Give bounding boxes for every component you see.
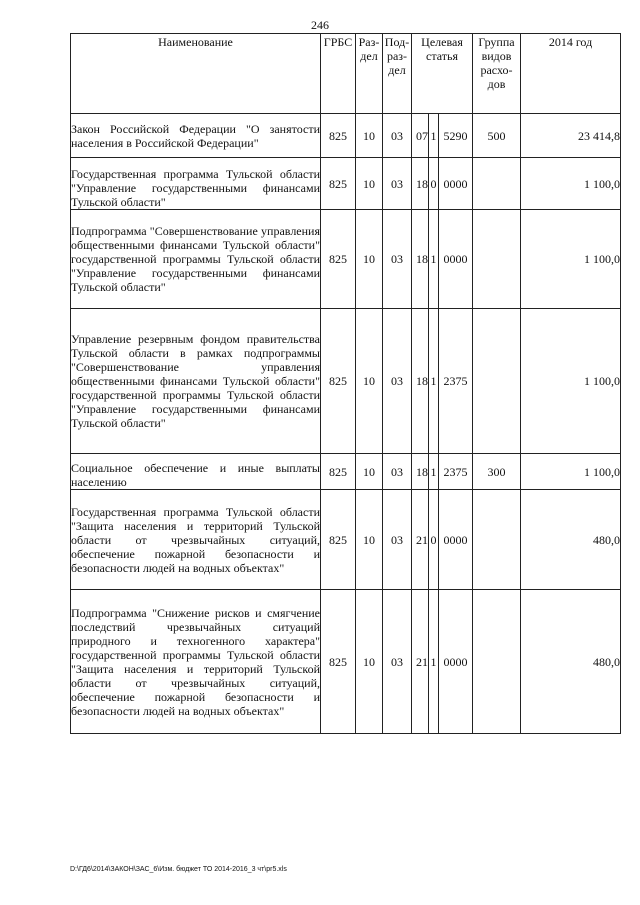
row-grbs: 825 xyxy=(321,454,356,490)
row-name: Подпрограмма "Совершенствование управления общественными финансами Тульской области" государственной программы Тульской области "Управление государственными финансами Тульской области" xyxy=(71,210,321,309)
row-target-program: 18 xyxy=(412,454,429,490)
header-year-2014: 2014 год xyxy=(521,34,621,114)
row-name: Подпрограмма "Снижение рисков и смягчение последствий чрезвычайных ситуаций природного и техногенного характера" государственной программы Тульской области "Защита населения и территорий Тульской области от чрезвычайных ситуаций, обеспечение пожарной безопасности и безопасности людей на водных объектах" xyxy=(71,590,321,734)
row-target-code: 0000 xyxy=(439,158,473,210)
row-target-subprogram: 0 xyxy=(429,490,439,590)
row-expense-group: 300 xyxy=(473,454,521,490)
row-podrazdel: 03 xyxy=(383,590,412,734)
page-number: 246 xyxy=(311,18,329,32)
row-podrazdel: 03 xyxy=(383,309,412,454)
row-razdel: 10 xyxy=(356,490,383,590)
row-grbs: 825 xyxy=(321,590,356,734)
table-row xyxy=(71,309,621,454)
row-target-code: 2375 xyxy=(439,454,473,490)
header-row xyxy=(71,34,621,114)
row-name: Государственная программа Тульской области "Управление государственными финансами Тульской области" xyxy=(71,158,321,210)
row-target-code: 5290 xyxy=(439,114,473,158)
row-amount: 23 414,8 xyxy=(521,114,621,158)
row-target-program: 18 xyxy=(412,309,429,454)
budget-table xyxy=(70,33,621,734)
row-target-subprogram: 0 xyxy=(429,158,439,210)
table-row xyxy=(71,114,621,158)
row-grbs: 825 xyxy=(321,210,356,309)
row-name: Государственная программа Тульской области "Защита населения и территорий Тульской области от чрезвычайных ситуаций, обеспечение пожарной безопасности и безопасности людей на водных объектах" xyxy=(71,490,321,590)
row-name: Социальное обеспечение и иные выплаты населению xyxy=(71,454,321,490)
row-podrazdel: 03 xyxy=(383,158,412,210)
header-target-article: Целевая статья xyxy=(412,34,473,114)
row-target-program: 07 xyxy=(412,114,429,158)
header-podrazdel: Под- раз- дел xyxy=(383,34,412,114)
row-razdel: 10 xyxy=(356,454,383,490)
table-row xyxy=(71,158,621,210)
row-amount: 480,0 xyxy=(521,590,621,734)
row-expense-group xyxy=(473,490,521,590)
row-expense-group xyxy=(473,210,521,309)
row-amount: 1 100,0 xyxy=(521,309,621,454)
table-row xyxy=(71,210,621,309)
row-amount: 1 100,0 xyxy=(521,210,621,309)
row-amount: 480,0 xyxy=(521,490,621,590)
row-target-subprogram: 1 xyxy=(429,590,439,734)
row-target-code: 2375 xyxy=(439,309,473,454)
row-amount: 1 100,0 xyxy=(521,454,621,490)
row-grbs: 825 xyxy=(321,114,356,158)
row-razdel: 10 xyxy=(356,210,383,309)
header-expense-group: Группа видов расхо- дов xyxy=(473,34,521,114)
file-path-footer: D:\ГД6\2014\ЗАКОН\ЗАС_6\Изм. бюджет ТО 2014-2016_3 чт\pr5.xls xyxy=(70,866,287,873)
row-amount: 1 100,0 xyxy=(521,158,621,210)
row-expense-group xyxy=(473,309,521,454)
header-razdel: Раз- дел xyxy=(356,34,383,114)
row-razdel: 10 xyxy=(356,590,383,734)
row-target-subprogram: 1 xyxy=(429,309,439,454)
row-name: Управление резервным фондом правительства Тульской области в рамках подпрограммы "Совершенствование управления общественными финансами Тульской области" государственной программы Тульской области "Управление государственными финансами Тульской области" xyxy=(71,309,321,454)
row-podrazdel: 03 xyxy=(383,454,412,490)
header-grbs: ГРБС xyxy=(321,34,356,114)
row-expense-group xyxy=(473,158,521,210)
row-target-code: 0000 xyxy=(439,210,473,309)
row-expense-group xyxy=(473,590,521,734)
row-expense-group: 500 xyxy=(473,114,521,158)
table-row xyxy=(71,454,621,490)
row-target-subprogram: 1 xyxy=(429,454,439,490)
row-grbs: 825 xyxy=(321,309,356,454)
row-target-program: 18 xyxy=(412,158,429,210)
header-name: Наименование xyxy=(71,34,321,114)
row-razdel: 10 xyxy=(356,158,383,210)
row-target-subprogram: 1 xyxy=(429,210,439,309)
row-target-code: 0000 xyxy=(439,490,473,590)
row-podrazdel: 03 xyxy=(383,114,412,158)
row-grbs: 825 xyxy=(321,158,356,210)
row-target-code: 0000 xyxy=(439,590,473,734)
table-row xyxy=(71,590,621,734)
row-razdel: 10 xyxy=(356,114,383,158)
row-podrazdel: 03 xyxy=(383,210,412,309)
table-row xyxy=(71,490,621,590)
row-target-program: 21 xyxy=(412,590,429,734)
row-grbs: 825 xyxy=(321,490,356,590)
row-razdel: 10 xyxy=(356,309,383,454)
row-target-program: 21 xyxy=(412,490,429,590)
row-name: Закон Российской Федерации "О занятости населения в Российской Федерации" xyxy=(71,114,321,158)
row-podrazdel: 03 xyxy=(383,490,412,590)
row-target-subprogram: 1 xyxy=(429,114,439,158)
row-target-program: 18 xyxy=(412,210,429,309)
